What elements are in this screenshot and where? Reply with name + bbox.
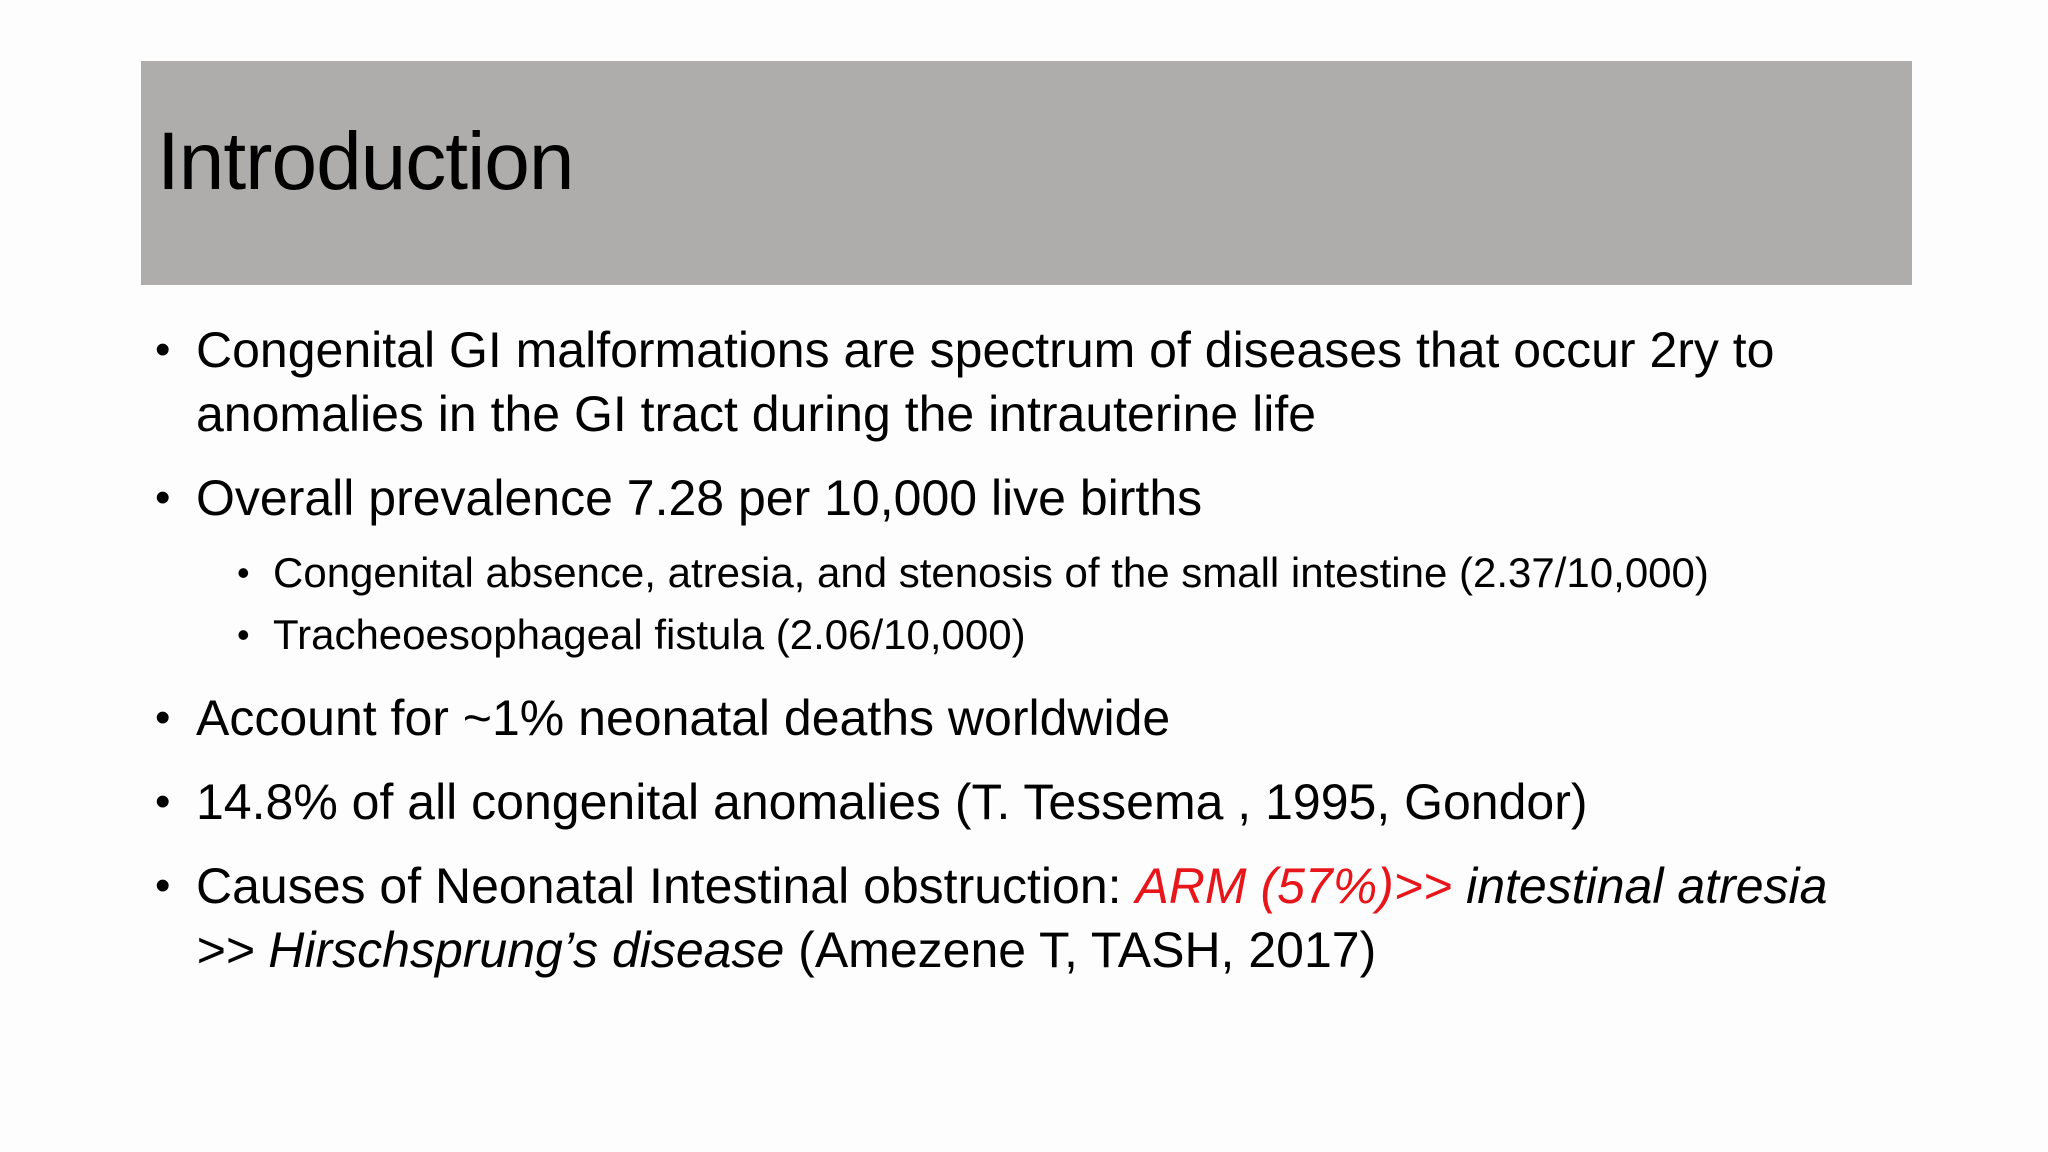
slide-title: Introduction	[157, 116, 574, 207]
bullet-dot-icon: •	[155, 693, 171, 742]
bullet-dot-icon: •	[237, 552, 250, 593]
sub-bullet-list	[155, 542, 1895, 666]
sub-bullet-2-text: Tracheoesophageal fistula (2.06/10,000)	[273, 611, 1026, 658]
bullet-1	[155, 318, 1895, 446]
bullet-dot-icon: •	[237, 614, 250, 655]
sub-bullet-1	[237, 542, 1895, 604]
title-bar	[141, 61, 1912, 285]
bullet-4	[155, 770, 1895, 834]
bullet-dot-icon: •	[155, 325, 171, 374]
bullet-2	[155, 466, 1895, 530]
bullet-4-text: 14.8% of all congenital anomalies (T. Tessema , 1995, Gondor)	[196, 774, 1588, 830]
slide-content	[155, 318, 1895, 1002]
bullet-1-text: Congenital GI malformations are spectrum of diseases that occur 2ry to anomalies in the GI tract during the intrauterine life	[196, 322, 1775, 442]
bullet-5-suffix: (Amezene T, TASH, 2017)	[784, 922, 1377, 978]
bullet-5	[155, 854, 1895, 982]
bullet-5-prefix: Causes of Neonatal Intestinal obstruction:	[196, 858, 1136, 914]
bullet-5-italic: intestinal atresia >> Hirschsprung’s disease	[196, 858, 1828, 978]
bullet-3	[155, 686, 1895, 750]
sub-bullet-2	[237, 604, 1895, 666]
sub-bullet-1-text: Congenital absence, atresia, and stenosis of the small intestine (2.37/10,000)	[273, 549, 1709, 596]
bullet-dot-icon: •	[155, 777, 171, 826]
bullet-3-text: Account for ~1% neonatal deaths worldwide	[196, 690, 1171, 746]
bullet-2-text: Overall prevalence 7.28 per 10,000 live births	[196, 470, 1203, 526]
bullet-dot-icon: •	[155, 861, 171, 910]
bullet-dot-icon: •	[155, 473, 171, 522]
bullet-5-highlight: ARM (57%)>>	[1135, 858, 1453, 914]
